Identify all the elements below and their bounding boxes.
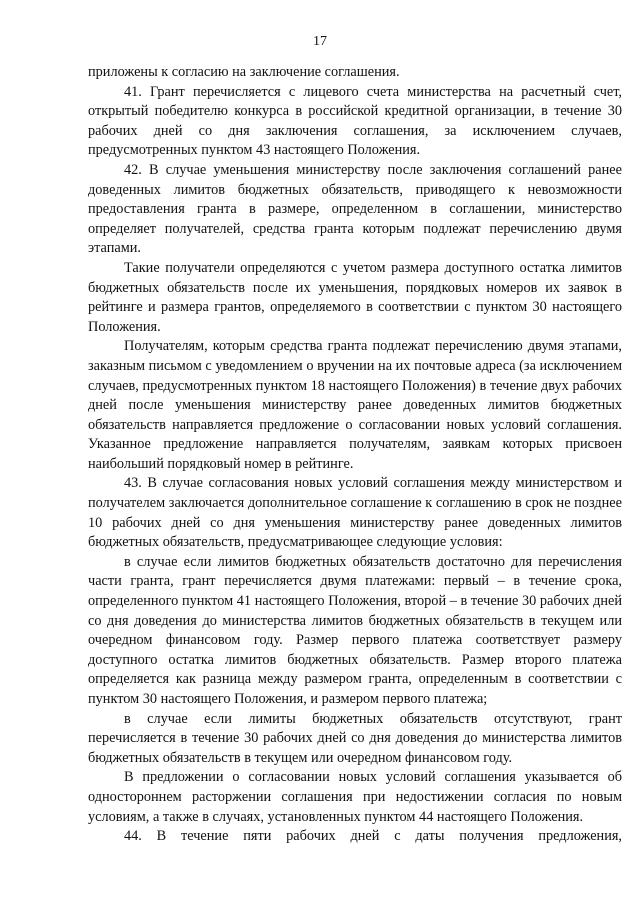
paragraph-43: 43. В случае согласования новых условий соглашения между министерством и получателем заключается дополнительное соглашение к соглашению в срок не позднее 10 рабочих дней со дня уменьшения министерству ранее доведенных лимитов бюджетных обязательств, предусматривающее следующие условия: — [88, 475, 622, 551]
paragraph-42-notification: Получателям, которым средства гранта подлежат перечислению двумя этапами, заказным письмом с уведомлением о вручении на их почтовые адреса (за исключением случаев, предусмотренных пунктом 18 настоящего Положения) в течение двух рабочих дней после уменьшения министерству ранее доведенных лимитов бюджетных обязательств направляется предложение о согласовании новых условий соглашения. Указанное предложение направляется получателям, заявкам которых присвоен наибольший порядковый номер в рейтинге. — [88, 338, 622, 472]
paragraph-42-recipients: Такие получатели определяются с учетом размера доступного остатка лимитов бюджетных обязательств после их уменьшения, порядковых номеров их заявок в рейтинге и размера грантов, определяемого в соответствии с пунктом 30 настоящего Положения. — [88, 259, 622, 335]
paragraph-44: 44. В течение пяти рабочих дней с даты получения предложения, — [124, 828, 622, 845]
paragraph-43-condition-2: в случае если лимиты бюджетных обязательств отсутствуют, грант перечисляется в течение 30 рабочих дней со дня доведения до министерства лимитов бюджетных обязательств в текущем или очередном финансовом году. — [88, 710, 622, 766]
paragraph-42: 42. В случае уменьшения министерству после заключения соглашений ранее доведенных лимитов бюджетных обязательств, приводящего к невозможности предоставления гранта в размере, определенном в соглашении, министерство определяет получателей, средства гранта которым подлежат перечислению двумя этапами. — [88, 161, 622, 257]
paragraph-43-condition-1: в случае если лимитов бюджетных обязательств достаточно для перечисления части гранта, грант перечисляется двумя платежами: первый – в течение срока, определенного пунктом 41 настоящего Положения, второй – в течение 30 рабочих дней со дня доведения до министерства лимитов бюджетных обязательств в текущем или очередном финансовом году. Размер первого платежа соответствует размеру доступного остатка лимитов бюджетных обязательств. Размер второго платежа определяется как разница между размером гранта, определенным в соответствии с пунктом 30 настоящего Положения, и размером первого платежа; — [88, 553, 622, 707]
page-number: 17 — [313, 34, 327, 49]
paragraph-43-termination: В предложении о согласовании новых условий соглашения указывается об одностороннем расторжении соглашения при недостижении согласия по новым условиям, а также в случаях, установленных пунктом 44 настоящего Положения. — [88, 769, 622, 825]
paragraph-continuation: приложены к согласию на заключение соглашения. — [88, 64, 400, 80]
paragraph-41: 41. Грант перечисляется с лицевого счета министерства на расчетный счет, открытый победителю конкурса в российской кредитной организации, в течение 30 рабочих дней со дня заключения соглашения, за исключением случаев, предусмотренных пунктом 43 настоящего Положения. — [88, 83, 622, 159]
document-body — [88, 63, 622, 847]
